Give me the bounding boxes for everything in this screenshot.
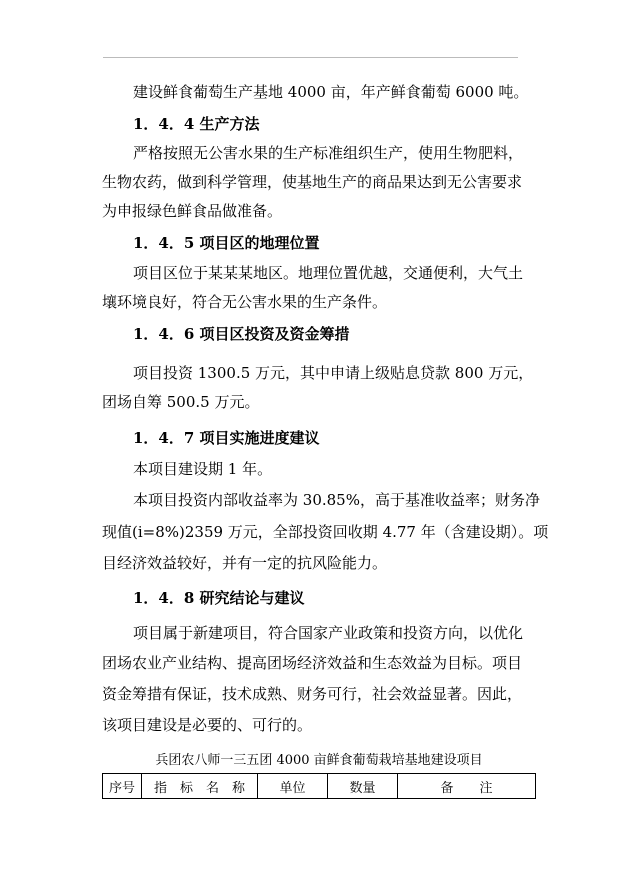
paragraph-line: 生物农药，做到科学管理，使基地生产的商品果达到无公害要求 (102, 173, 523, 191)
section-heading-1-4-5: 1．4．5 项目区的地理位置 (133, 234, 320, 252)
paragraph-line: 资金筹措有保证，技术成熟、财务可行，社会效益显著。因此， (102, 685, 523, 703)
paragraph-line: 项目属于新建项目，符合国家产业政策和投资方向，以优化 (133, 624, 524, 642)
paragraph-line: 团场农业产业结构、提高团场经济效益和生态效益为目标。项目 (102, 654, 523, 672)
paragraph-line: 本项目建设期 1 年。 (133, 460, 273, 478)
header-quantity: 数量 (328, 774, 398, 799)
section-heading-1-4-6: 1．4．6 项目区投资及资金筹措 (133, 325, 350, 343)
section-heading-1-4-4: 1．4．4 生产方法 (133, 115, 260, 133)
paragraph-line: 壤环境良好，符合无公害水果的生产条件。 (102, 293, 388, 311)
table-header-row (103, 774, 536, 799)
paragraph-line: 严格按照无公害水果的生产标准组织生产，使用生物肥料， (133, 144, 524, 162)
paragraph-line: 项目区位于某某某地区。地理位置优越，交通便利，大气土 (133, 264, 524, 282)
section-heading-1-4-7: 1．4．7 项目实施进度建议 (133, 429, 320, 447)
indicator-table (102, 773, 536, 799)
paragraph-line: 目经济效益较好，并有一定的抗风险能力。 (102, 554, 388, 572)
header-rule (103, 57, 518, 58)
section-heading-1-4-8: 1．4．8 研究结论与建议 (133, 589, 305, 607)
header-remark: 备 注 (398, 774, 536, 799)
paragraph-line: 团场自筹 500.5 万元。 (102, 393, 260, 411)
paragraph-line: 为申报绿色鲜食品做准备。 (102, 202, 283, 220)
paragraph-line: 项目投资 1300.5 万元，其中申请上级贴息贷款 800 万元， (133, 364, 534, 382)
header-unit: 单位 (258, 774, 328, 799)
paragraph-line: 现值(i=8%)2359 万元，全部投资回收期 4.77 年（含建设期）。项 (102, 523, 549, 541)
paragraph-line: 本项目投资内部收益率为 30.85%，高于基准收益率；财务净 (133, 491, 540, 509)
paragraph-line: 建设鲜食葡萄生产基地 4000 亩，年产鲜食葡萄 6000 吨。 (133, 83, 529, 101)
header-indicator: 指 标 名 称 (142, 774, 258, 799)
header-seq: 序号 (103, 774, 142, 799)
table-caption: 兵团农八师一三五团 4000 亩鲜食葡萄栽培基地建设项目 (155, 753, 483, 768)
paragraph-line: 该项目建设是必要的、可行的。 (102, 716, 313, 734)
